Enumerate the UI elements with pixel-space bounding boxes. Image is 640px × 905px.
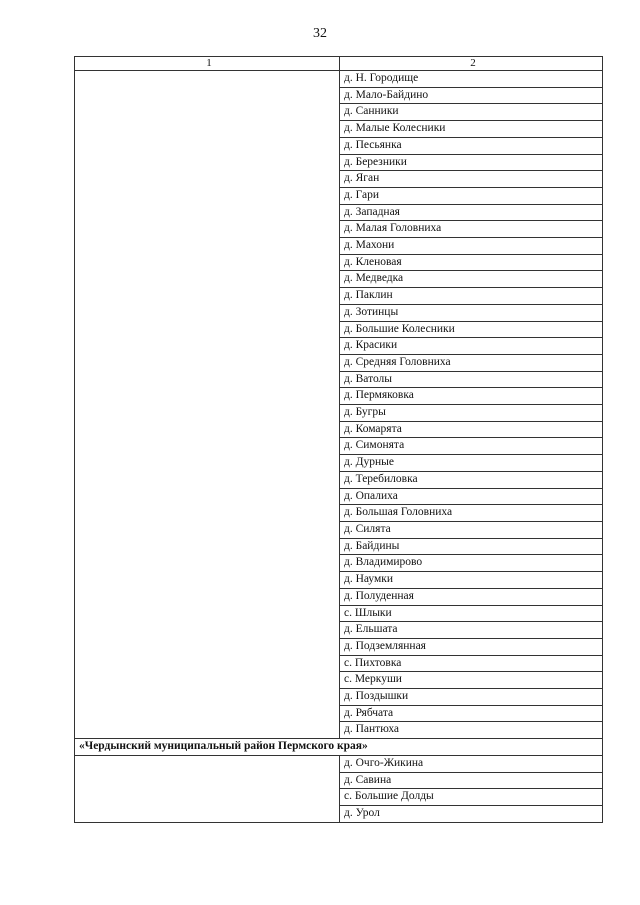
settlement-cell: д. Поздышки xyxy=(340,689,603,706)
settlement-cell: д. Теребиловка xyxy=(340,471,603,488)
settlement-cell: д. Урол xyxy=(340,805,603,822)
empty-district-cell xyxy=(75,71,340,739)
column-header-1: 1 xyxy=(75,57,340,71)
settlement-cell: д. Рябчата xyxy=(340,705,603,722)
settlement-cell: д. Большая Головниха xyxy=(340,505,603,522)
settlement-cell: д. Большие Колесники xyxy=(340,321,603,338)
column-header-2: 2 xyxy=(340,57,603,71)
settlement-cell: д. Пантюха xyxy=(340,722,603,739)
settlement-cell: с. Пихтовка xyxy=(340,655,603,672)
table-row xyxy=(75,755,603,772)
settlement-cell: д. Красики xyxy=(340,338,603,355)
settlement-cell: д. Наумки xyxy=(340,572,603,589)
settlement-cell: д. Кленовая xyxy=(340,254,603,271)
settlement-cell: д. Гари xyxy=(340,187,603,204)
settlement-cell: д. Западная xyxy=(340,204,603,221)
settlement-cell: д. Зотинцы xyxy=(340,304,603,321)
settlement-cell: д. Малые Колесники xyxy=(340,121,603,138)
table-header-row xyxy=(75,57,603,71)
settlement-cell: д. Паклин xyxy=(340,288,603,305)
settlement-cell: д. Н. Городище xyxy=(340,71,603,88)
settlement-cell: д. Санники xyxy=(340,104,603,121)
settlement-cell: с. Меркуши xyxy=(340,672,603,689)
settlement-cell: д. Комарята xyxy=(340,421,603,438)
settlements-table xyxy=(74,56,603,823)
settlement-cell: д. Дурные xyxy=(340,455,603,472)
settlement-cell: д. Бугры xyxy=(340,405,603,422)
settlement-cell: д. Очго-Жикина xyxy=(340,755,603,772)
settlement-cell: д. Владимирово xyxy=(340,555,603,572)
settlement-cell: д. Махони xyxy=(340,238,603,255)
settlement-cell: д. Медведка xyxy=(340,271,603,288)
settlement-cell: д. Савина xyxy=(340,772,603,789)
settlement-cell: д. Малая Головниха xyxy=(340,221,603,238)
settlement-cell: д. Березники xyxy=(340,154,603,171)
settlement-cell: д. Средняя Головниха xyxy=(340,354,603,371)
table-row xyxy=(75,71,603,88)
settlement-cell: д. Опалиха xyxy=(340,488,603,505)
settlement-cell: д. Ватолы xyxy=(340,371,603,388)
settlement-cell: д. Мало-Байдино xyxy=(340,87,603,104)
settlement-cell: д. Пермяковка xyxy=(340,388,603,405)
settlement-cell: д. Силята xyxy=(340,521,603,538)
settlement-cell: д. Яган xyxy=(340,171,603,188)
settlement-cell: д. Ельшата xyxy=(340,622,603,639)
settlement-cell: д. Песьянка xyxy=(340,137,603,154)
settlement-cell: д. Симонята xyxy=(340,438,603,455)
section-row xyxy=(75,739,603,756)
settlement-cell: д. Байдины xyxy=(340,538,603,555)
page-number: 32 xyxy=(313,26,327,41)
section-title: «Чердынский муниципальный район Пермского края» xyxy=(75,739,603,756)
settlement-cell: д. Подземлянная xyxy=(340,638,603,655)
settlement-cell: д. Полуденная xyxy=(340,588,603,605)
empty-district-cell xyxy=(75,755,340,822)
settlement-cell: с. Шлыки xyxy=(340,605,603,622)
settlement-cell: с. Большие Долды xyxy=(340,789,603,806)
